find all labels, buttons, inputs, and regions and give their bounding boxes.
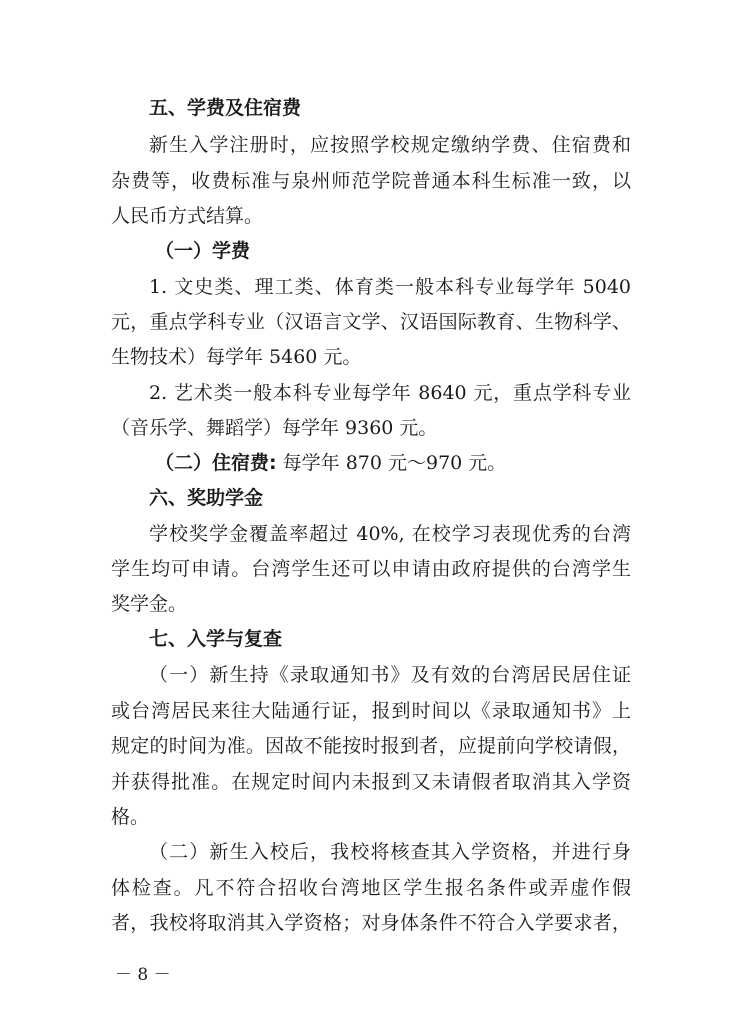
paragraph-line: 格。 [111, 806, 150, 828]
paragraph-line: 或台湾居民来往大陆通行证，报到时间以《录取通知书》上 [111, 700, 631, 722]
paragraph-line: 生物技术）每学年 5460 元。 [111, 346, 362, 368]
paragraph-line: 学生均可申请。台湾学生还可以申请由政府提供的台湾学生 [111, 558, 631, 580]
page-number: － 8 － [115, 965, 171, 985]
subheading-tuition: （一）学费 [155, 240, 251, 262]
paragraph-line: 人民币方式结算。 [111, 205, 264, 227]
paragraph-line: 学校奖学金覆盖率超过 40%, 在校学习表现优秀的台湾 [149, 523, 631, 545]
paragraph-line: 体检查。凡不符合招收台湾地区学生报名条件或弄虚作假 [111, 877, 631, 899]
paragraph-line: 新生入学注册时，应按照学校规定缴纳学费、住宿费和 [149, 134, 631, 156]
paragraph-line: 规定的时间为准。因故不能按时报到者，应提前向学校请假， [111, 735, 631, 757]
paragraph-line: （二）新生入校后，我校将核查其入学资格，并进行身 [149, 841, 631, 863]
section-heading-tuition: 五、学费及住宿费 [149, 97, 302, 119]
paragraph-line: 奖学金。 [111, 593, 188, 615]
paragraph-line: 1. 文史类、理工类、体育类一般本科专业每学年 5040 [149, 276, 631, 298]
paragraph-line: （音乐学、舞蹈学）每学年 9360 元。 [111, 417, 438, 439]
accommodation-fee-text: 每学年 870 元～970 元。 [276, 452, 507, 474]
paragraph-line: （一）新生持《录取通知书》及有效的台湾居民居住证 [149, 664, 631, 686]
subheading-accommodation: （二）住宿费: [155, 452, 277, 474]
section-heading-scholarship: 六、奖助学金 [149, 487, 264, 509]
paragraph-line: 者，我校将取消其入学资格；对身体条件不符合入学要求者， [111, 912, 631, 934]
accommodation-fee-line [155, 451, 631, 475]
section-heading-enrollment: 七、入学与复查 [149, 628, 283, 650]
paragraph-line: 并获得批准。在规定时间内未报到又未请假者取消其入学资 [111, 771, 631, 793]
paragraph-line: 杂费等，收费标准与泉州师范学院普通本科生标准一致，以 [111, 170, 631, 192]
paragraph-line: 元，重点学科专业（汉语言文学、汉语国际教育、生物科学、 [111, 311, 631, 333]
paragraph-line: 2. 艺术类一般本科专业每学年 8640 元，重点学科专业 [149, 382, 631, 404]
